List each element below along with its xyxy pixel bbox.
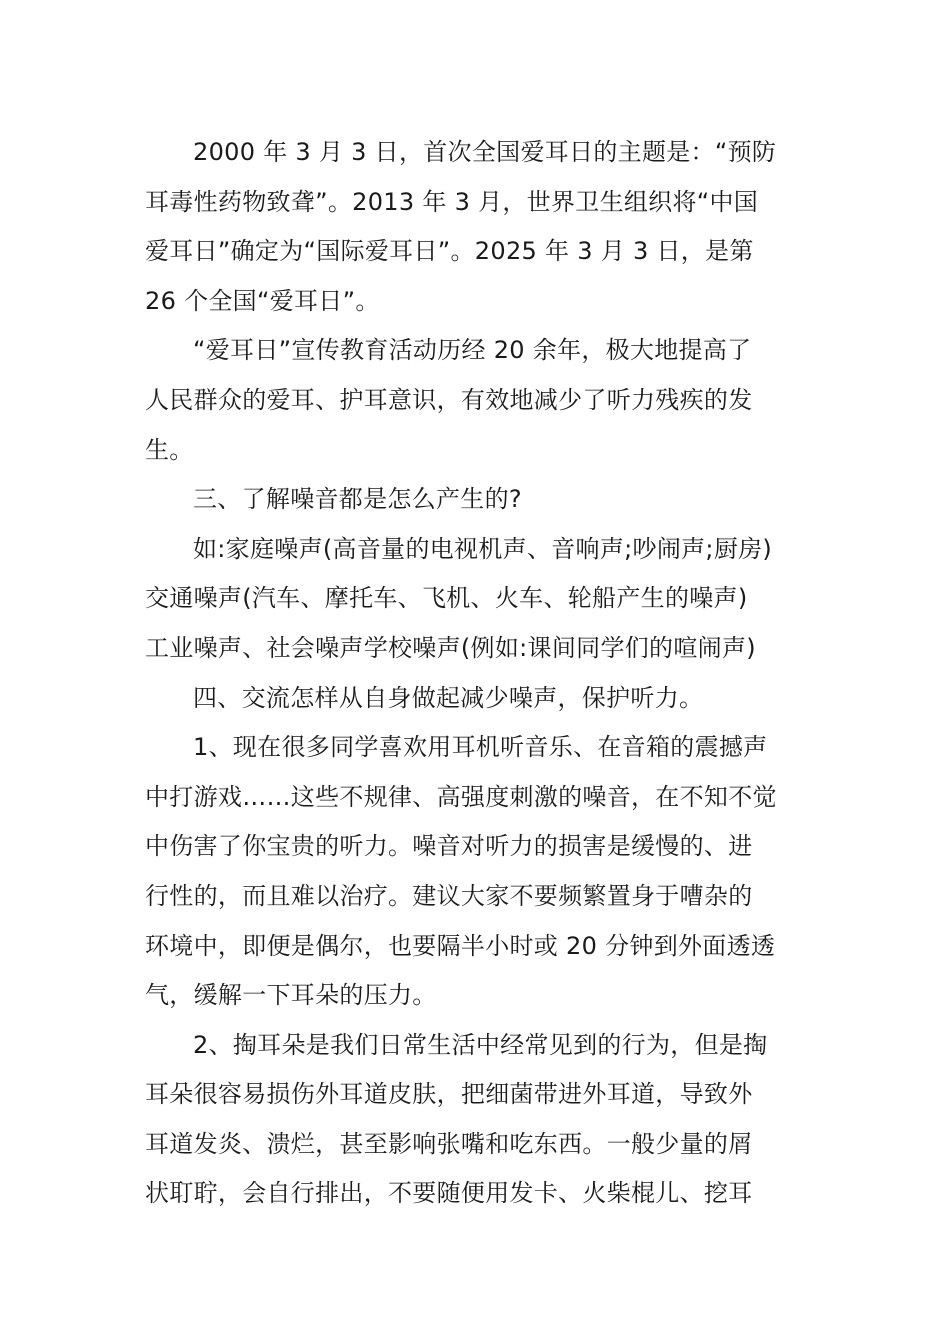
text-line: 人民群众的爱耳、护耳意识，有效地减少了听力残疾的发	[145, 385, 753, 414]
text-line: 2000 年 3 月 3 日，首次全国爱耳日的主题是：“预防	[193, 138, 777, 166]
text-line: 气，缓解一下耳朵的压力。	[145, 981, 437, 1010]
paragraph-earphone-advice	[145, 723, 810, 1021]
text-line: 中打游戏……这些不规律、高强度刺激的噪音，在不知不觉	[145, 782, 777, 811]
text-line: 行性的，而且难以治疗。建议大家不要频繁置身于嘈杂的	[145, 881, 753, 910]
paragraph-campaign-impact	[145, 326, 810, 475]
section-heading-noise-sources	[145, 475, 810, 525]
text-line: 生。	[145, 435, 194, 464]
section-heading-reduce-noise	[145, 674, 810, 724]
text-line: 工业噪声、社会噪声学校噪声(例如:课间同学们的喧闹声)	[145, 633, 756, 662]
text-line: 状耵聍，会自行排出，不要随便用发卡、火柴棍儿、挖耳	[145, 1179, 753, 1208]
text-line: 2、掏耳朵是我们日常生活中经常见到的行为，但是掏	[193, 1030, 768, 1059]
section-heading: 三、了解噪音都是怎么产生的?	[193, 485, 522, 514]
text-line: 耳朵很容易损伤外耳道皮肤，把细菌带进外耳道，导致外	[145, 1080, 753, 1109]
text-line: 交通噪声(汽车、摩托车、飞机、火车、轮船产生的噪声)	[145, 584, 748, 613]
text-line: 26 个全国“爱耳日”。	[145, 286, 380, 315]
text-line: 1、现在很多同学喜欢用耳机听音乐、在音箱的震撼声	[193, 733, 768, 762]
document-body	[145, 128, 810, 1219]
text-line: 中伤害了你宝贵的听力。噪音对听力的损害是缓慢的、进	[145, 832, 753, 861]
paragraph-ear-cleaning-advice	[145, 1021, 810, 1219]
text-line: “爱耳日”宣传教育活动历经 20 余年，极大地提高了	[193, 336, 752, 365]
text-line: 爱耳日”确定为“国际爱耳日”。2025 年 3 月 3 日，是第	[145, 237, 754, 266]
section-heading: 四、交流怎样从自身做起减少噪声，保护听力。	[193, 683, 704, 712]
text-line: 环境中，即便是偶尔，也要隔半小时或 20 分钟到外面透透	[145, 931, 776, 960]
text-line: 如:家庭噪声(高音量的电视机声、音响声;吵闹声;厨房)	[193, 534, 773, 563]
text-line: 耳毒性药物致聋”。2013 年 3 月，世界卫生组织将“中国	[145, 187, 759, 216]
text-line: 耳道发炎、溃烂，甚至影响张嘴和吃东西。一般少量的屑	[145, 1129, 753, 1158]
paragraph-noise-examples	[145, 525, 810, 674]
paragraph-aier-day-history	[145, 128, 810, 326]
